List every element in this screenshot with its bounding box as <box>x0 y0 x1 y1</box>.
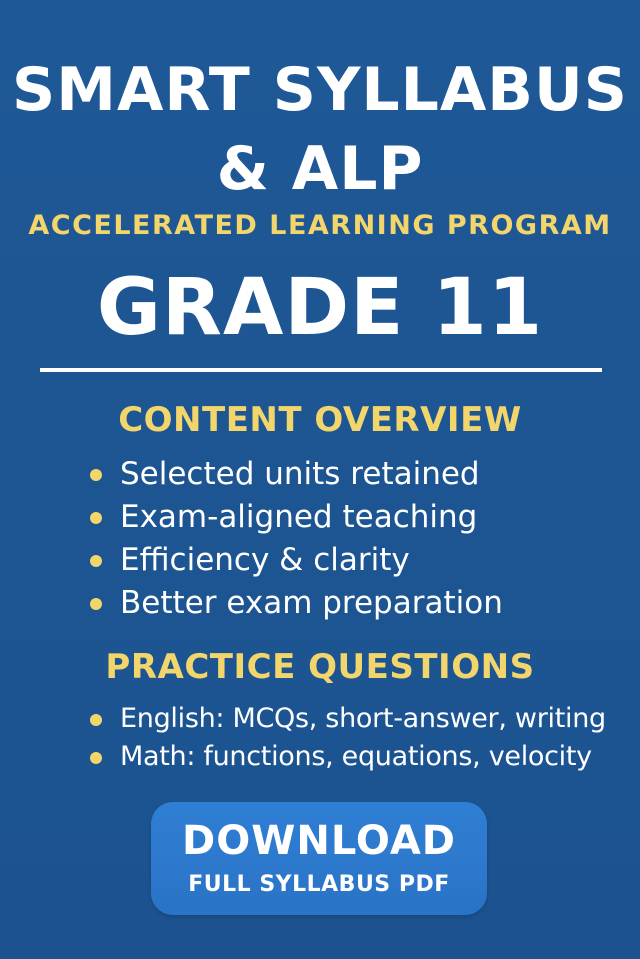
bullet-dot-icon <box>90 555 102 567</box>
practice-questions-list <box>88 700 606 776</box>
list-item-text: English: MCQs, short-answer, writing <box>120 703 606 734</box>
subtitle: ACCELERATED LEARNING PROGRAM <box>28 210 612 241</box>
download-button[interactable] <box>151 802 487 915</box>
content-overview-heading: CONTENT OVERVIEW <box>118 400 522 440</box>
grade-heading: GRADE 11 <box>96 263 544 353</box>
title-line-1: SMART SYLLABUS <box>12 55 628 125</box>
list-item <box>88 582 503 625</box>
bullet-dot-icon <box>90 469 102 481</box>
practice-questions-heading: PRACTICE QUESTIONS <box>105 647 535 687</box>
list-item <box>88 496 503 539</box>
list-item <box>88 738 606 776</box>
list-item-text: Better exam preparation <box>120 585 503 621</box>
list-item-text: Selected units retained <box>120 456 480 492</box>
bullet-dot-icon <box>90 598 102 610</box>
download-button-sublabel: FULL SYLLABUS PDF <box>188 872 450 897</box>
divider <box>40 368 602 372</box>
title-line-2: & ALP <box>216 134 424 204</box>
bullet-dot-icon <box>90 714 102 726</box>
list-item-text: Math: functions, equations, velocity <box>120 741 592 772</box>
list-item <box>88 700 606 738</box>
download-button-label: DOWNLOAD <box>182 818 456 864</box>
content-overview-list <box>88 453 503 625</box>
list-item-text: Efficiency & clarity <box>120 542 410 578</box>
list-item-text: Exam-aligned teaching <box>120 499 478 535</box>
bullet-dot-icon <box>90 752 102 764</box>
list-item <box>88 453 503 496</box>
list-item <box>88 539 503 582</box>
bullet-dot-icon <box>90 512 102 524</box>
